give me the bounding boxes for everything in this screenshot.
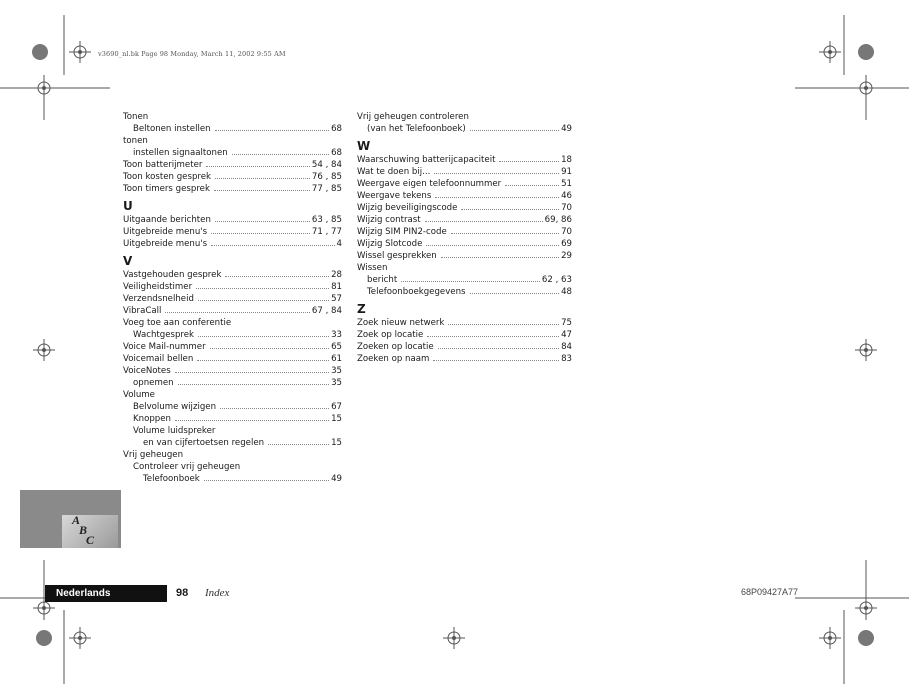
dot-leader — [165, 312, 310, 313]
index-entry-page: 28 — [331, 270, 342, 280]
dot-leader — [211, 245, 334, 246]
index-entry-page: 65 — [331, 342, 342, 352]
index-entry-page: 63 , 85 — [311, 215, 342, 225]
index-entry-page: 77 , 85 — [311, 184, 342, 194]
registration-crosshair-icon — [69, 41, 91, 63]
dot-leader — [214, 190, 310, 191]
color-registration-dot-icon — [858, 630, 874, 646]
index-entry-label: Voicemail bellen — [123, 354, 194, 364]
index-entry-label: Zoek op locatie — [357, 330, 424, 340]
index-entry-page: 49 — [331, 474, 342, 484]
index-entry — [123, 341, 342, 353]
index-entry — [123, 269, 342, 281]
index-entry-page: 81 — [331, 282, 342, 292]
index-entry-label: Volume — [123, 390, 155, 400]
index-entry-page: 29 — [561, 251, 572, 261]
dot-leader — [401, 281, 540, 282]
footer-doc-code: 68P09427A77 — [741, 587, 799, 597]
index-entry — [123, 365, 342, 377]
dot-leader — [175, 420, 329, 421]
index-entry-label: Toon kosten gesprek — [123, 172, 212, 182]
index-entry-page: 48 — [561, 287, 572, 297]
index-entry-label: Wijzig contrast — [357, 215, 421, 225]
index-entry — [123, 449, 342, 461]
dot-leader — [232, 154, 329, 155]
index-entry-label: Belvolume wijzigen — [133, 402, 217, 412]
abc-letter-c: C — [86, 533, 95, 547]
dot-leader — [425, 221, 543, 222]
footer-page-number: 98 — [176, 587, 189, 599]
index-entry-label: Zoeken op naam — [357, 354, 430, 364]
index-entry — [123, 437, 342, 449]
registration-crosshair-icon — [855, 77, 877, 99]
index-entry-page: 57 — [331, 294, 342, 304]
index-entry — [357, 250, 572, 262]
dot-leader — [433, 360, 559, 361]
index-entry — [357, 214, 572, 226]
index-entry-label: Tonen — [123, 112, 149, 122]
index-entry-page: 49 — [561, 124, 572, 134]
index-entry-label: Zoeken op locatie — [357, 342, 434, 352]
index-entry — [357, 341, 572, 353]
dot-leader — [499, 161, 559, 162]
index-entry — [123, 281, 342, 293]
index-entry-page: 71 , 77 — [311, 227, 342, 237]
index-entry-label: Weergave tekens — [357, 191, 432, 201]
index-entry-page: 67 , 84 — [311, 306, 342, 316]
dot-leader — [215, 130, 329, 131]
index-entry-label: Controleer vrij geheugen — [133, 462, 241, 472]
index-entry — [123, 425, 342, 437]
abc-letter-a: A — [72, 513, 81, 527]
index-entry-page: 62 , 63 — [541, 275, 572, 285]
dot-leader — [461, 209, 559, 210]
index-entry-page: 67 — [331, 402, 342, 412]
index-entry-label: Telefoonboek — [143, 474, 200, 484]
index-entry — [357, 190, 572, 202]
index-entry — [123, 317, 342, 329]
index-entry — [123, 389, 342, 401]
index-entry — [357, 317, 572, 329]
index-entry-page: 83 — [561, 354, 572, 364]
index-entry-page: 69, 86 — [544, 215, 572, 225]
index-entry-label: instellen signaaltonen — [133, 148, 228, 158]
index-entry — [123, 329, 342, 341]
index-entry — [123, 183, 342, 195]
abc-letter-b: B — [79, 523, 88, 537]
index-entry-label: Vrij geheugen controleren — [357, 112, 469, 122]
dot-leader — [215, 221, 310, 222]
index-entry — [123, 226, 342, 238]
registration-crosshair-icon — [33, 77, 55, 99]
index-entry — [123, 159, 342, 171]
index-entry-label: Voeg toe aan conferentie — [123, 318, 232, 328]
index-letter-heading: Z — [357, 302, 366, 316]
index-entry-label: Wissel gesprekken — [357, 251, 437, 261]
registration-crosshair-icon — [819, 627, 841, 649]
dot-leader — [427, 336, 559, 337]
abc-letters — [72, 515, 94, 545]
index-entry-label: Uitgebreide menu's — [123, 227, 208, 237]
index-entry-page: 69 — [561, 239, 572, 249]
index-entry-label: tonen — [123, 136, 148, 146]
index-entry-label: Beltonen instellen — [133, 124, 211, 134]
color-registration-dot-icon — [32, 44, 48, 60]
color-registration-dot-icon — [858, 44, 874, 60]
index-letter-heading: W — [357, 139, 371, 153]
index-entry-label: Wijzig Slotcode — [357, 239, 423, 249]
dot-leader — [197, 360, 329, 361]
index-entry-label: Wijzig SIM PIN2-code — [357, 227, 447, 237]
index-entry-page: 70 — [561, 203, 572, 213]
registration-crosshair-icon — [69, 627, 91, 649]
index-entry-label: Voice Mail-nummer — [123, 342, 206, 352]
registration-crosshair-icon — [443, 627, 465, 649]
index-entry-label: en van cijfertoetsen regelen — [143, 438, 265, 448]
index-column-left — [123, 111, 342, 485]
dot-leader — [225, 276, 329, 277]
index-entry — [357, 238, 572, 250]
index-entry-page: 35 — [331, 378, 342, 388]
index-entry — [357, 111, 572, 123]
index-entry — [123, 353, 342, 365]
dot-leader — [470, 130, 559, 131]
index-entry-page: 68 — [331, 148, 342, 158]
dot-leader — [441, 257, 559, 258]
index-entry-label: Weergave eigen telefoonnummer — [357, 179, 502, 189]
index-entry-label: Volume luidspreker — [133, 426, 216, 436]
dot-leader — [198, 300, 329, 301]
dot-leader — [268, 444, 329, 445]
dot-leader — [198, 336, 329, 337]
index-entry-page: 4 — [336, 239, 342, 249]
index-entry — [357, 274, 572, 286]
index-entry — [357, 178, 572, 190]
index-entry-page: 76 , 85 — [311, 172, 342, 182]
index-entry — [123, 473, 342, 485]
index-entry — [123, 147, 342, 159]
dot-leader — [175, 372, 329, 373]
index-entry — [123, 135, 342, 147]
index-entry-page: 18 — [561, 155, 572, 165]
dot-leader — [204, 480, 329, 481]
index-entry-page: 84 — [561, 342, 572, 352]
dot-leader — [434, 173, 559, 174]
index-entry-page: 33 — [331, 330, 342, 340]
index-entry-page: 51 — [561, 179, 572, 189]
index-entry-page: 91 — [561, 167, 572, 177]
index-entry — [357, 353, 572, 365]
index-entry-label: Uitgebreide menu's — [123, 239, 208, 249]
dot-leader — [505, 185, 559, 186]
footer-language: Nederlands — [56, 588, 111, 599]
index-entry-label: Zoek nieuw netwerk — [357, 318, 445, 328]
index-entry-label: Wijzig beveiligingscode — [357, 203, 458, 213]
dot-leader — [211, 233, 310, 234]
index-entry-page: 61 — [331, 354, 342, 364]
index-entry-label: Wat te doen bij... — [357, 167, 431, 177]
dot-leader — [196, 288, 329, 289]
index-entry — [123, 413, 342, 425]
index-entry-label: Wachtgesprek — [133, 330, 195, 340]
header-slug: v3690_nl.bk Page 98 Monday, March 11, 2002 9:55 AM — [98, 50, 286, 58]
dot-leader — [470, 293, 560, 294]
index-entry — [123, 293, 342, 305]
registration-crosshair-icon — [33, 339, 55, 361]
index-entry — [357, 262, 572, 274]
dot-leader — [178, 384, 330, 385]
index-entry-label: bericht — [367, 275, 398, 285]
index-entry — [123, 377, 342, 389]
index-entry — [123, 214, 342, 226]
index-entry — [123, 123, 342, 135]
dot-leader — [448, 324, 559, 325]
index-entry-label: Wissen — [357, 263, 388, 273]
index-entry — [357, 329, 572, 341]
index-entry-page: 15 — [331, 414, 342, 424]
color-registration-dot-icon — [36, 630, 52, 646]
index-entry-label: Knoppen — [133, 414, 171, 424]
dot-leader — [215, 178, 310, 179]
index-entry — [357, 226, 572, 238]
index-entry-label: opnemen — [133, 378, 174, 388]
index-entry — [357, 166, 572, 178]
index-entry-label: Vastgehouden gesprek — [123, 270, 222, 280]
index-letter-heading: U — [123, 199, 133, 213]
registration-crosshair-icon — [855, 339, 877, 361]
index-entry-label: Vrij geheugen — [123, 450, 184, 460]
dot-leader — [206, 166, 310, 167]
index-entry-page: 75 — [561, 318, 572, 328]
dot-leader — [435, 197, 559, 198]
index-entry-label: Toon timers gesprek — [123, 184, 210, 194]
index-entry-page: 68 — [331, 124, 342, 134]
dot-leader — [438, 348, 559, 349]
dot-leader — [210, 348, 329, 349]
registration-crosshair-icon — [819, 41, 841, 63]
index-entry-label: Uitgaande berichten — [123, 215, 211, 225]
index-entry-label: Telefoonboekgegevens — [367, 287, 466, 297]
index-entry — [357, 123, 572, 135]
registration-crosshair-icon — [855, 597, 877, 619]
dot-leader — [220, 408, 329, 409]
index-entry — [123, 111, 342, 123]
index-entry-label: VoiceNotes — [123, 366, 171, 376]
index-column-right — [357, 111, 572, 365]
index-entry-page: 46 — [561, 191, 572, 201]
index-entry — [123, 238, 342, 250]
index-entry — [357, 286, 572, 298]
index-entry — [123, 171, 342, 183]
dot-leader — [451, 233, 559, 234]
index-entry-label: VibraCall — [123, 306, 162, 316]
index-entry-label: Veiligheidstimer — [123, 282, 193, 292]
index-entry-label: Waarschuwing batterijcapaciteit — [357, 155, 496, 165]
index-entry-page: 47 — [561, 330, 572, 340]
index-entry-page: 35 — [331, 366, 342, 376]
index-entry — [123, 461, 342, 473]
index-entry-label: (van het Telefoonboek) — [367, 124, 466, 134]
dot-leader — [426, 245, 559, 246]
index-entry-page: 70 — [561, 227, 572, 237]
index-letter-heading: V — [123, 254, 133, 268]
index-entry-page: 54 , 84 — [311, 160, 342, 170]
footer-section-title: Index — [205, 587, 230, 599]
index-entry-label: Verzendsnelheid — [123, 294, 194, 304]
index-entry — [123, 305, 342, 317]
index-entry — [357, 154, 572, 166]
index-entry-page: 15 — [331, 438, 342, 448]
index-entry — [123, 401, 342, 413]
index-entry-label: Toon batterijmeter — [123, 160, 203, 170]
index-entry — [357, 202, 572, 214]
